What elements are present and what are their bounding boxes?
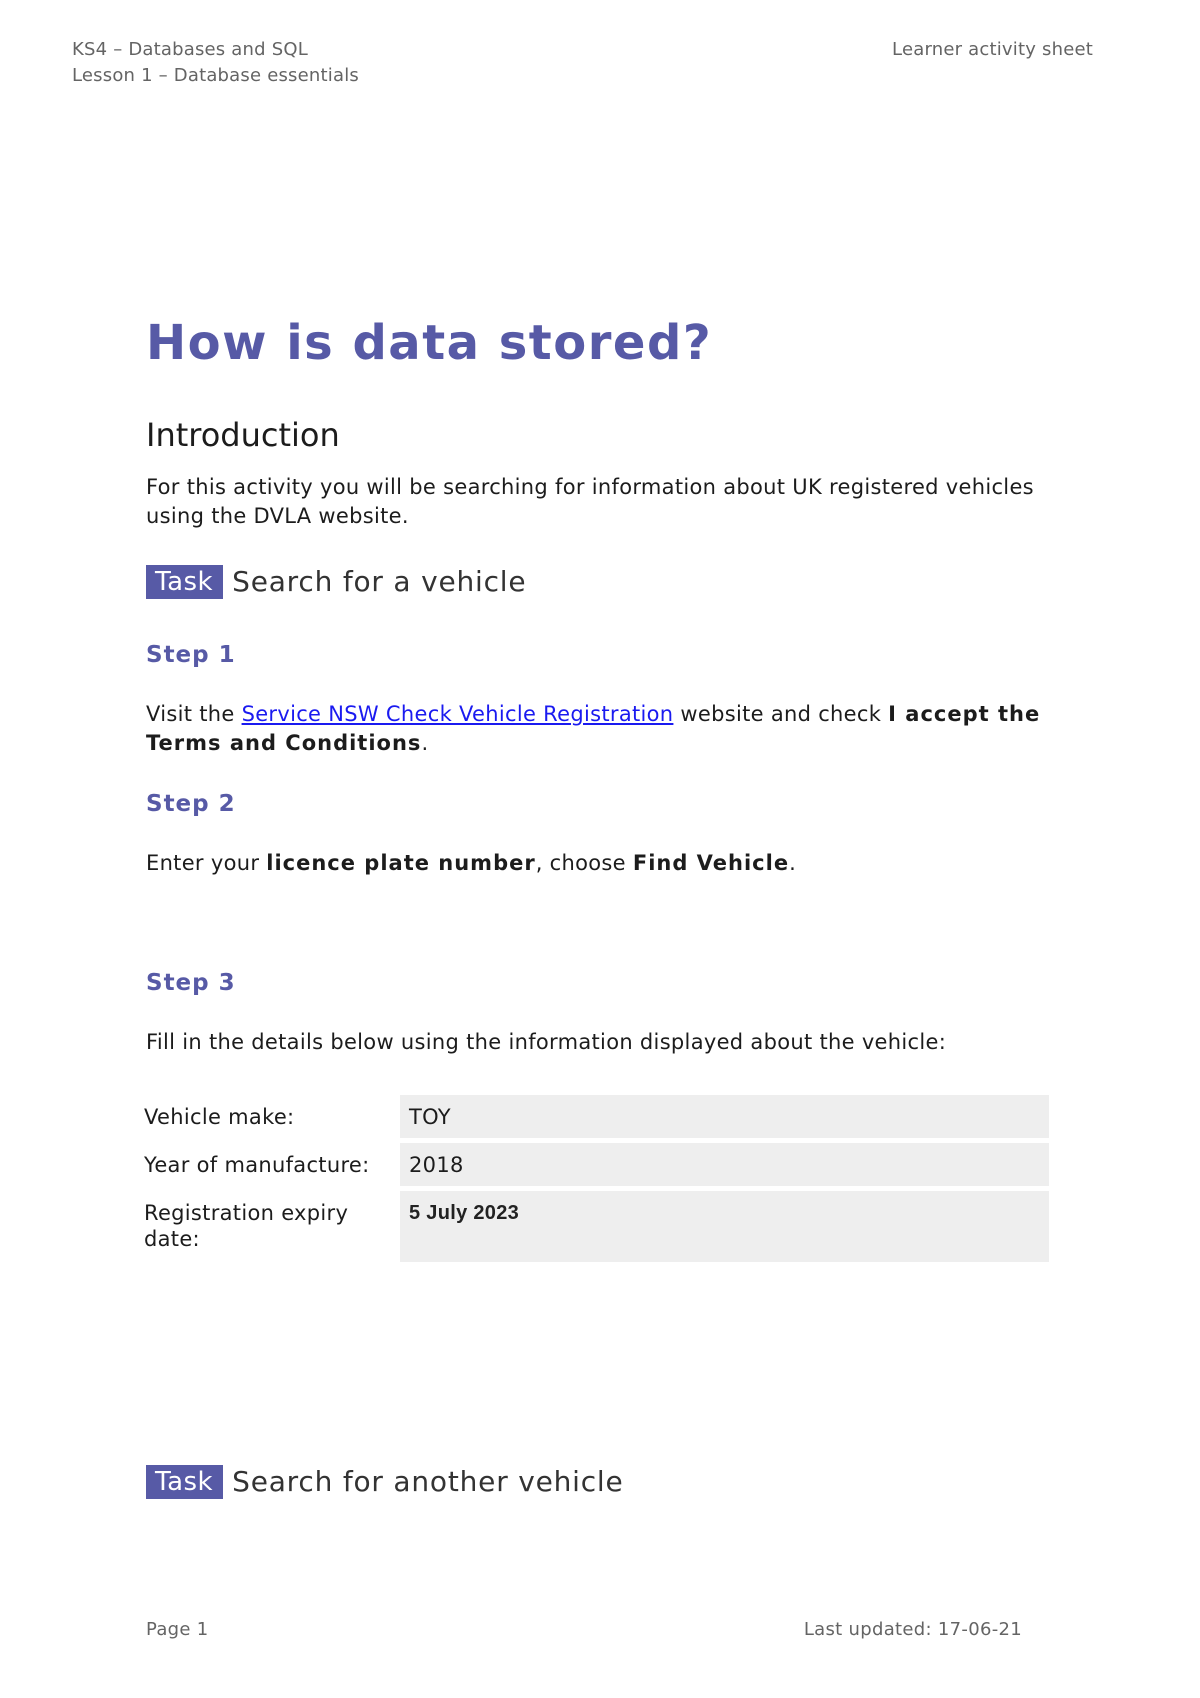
- task-search-vehicle: [146, 565, 526, 599]
- step-1-text: [146, 700, 1046, 758]
- step-2-find-label: Find Vehicle: [632, 851, 790, 875]
- vehicle-make-label: Vehicle make:: [144, 1105, 295, 1129]
- registration-expiry-field[interactable]: 5 July 2023: [400, 1191, 1049, 1262]
- service-nsw-link[interactable]: Service NSW Check Vehicle Registration: [241, 702, 674, 726]
- task-search-another-vehicle: [146, 1465, 624, 1499]
- step-2-heading: Step 2: [146, 791, 236, 817]
- step-2-text: [146, 849, 1046, 878]
- step-1-middle: website and check: [673, 702, 889, 726]
- task-badge: Task: [146, 1465, 223, 1499]
- step-3-text: Fill in the details below using the information displayed about the vehicle:: [146, 1030, 947, 1054]
- year-of-manufacture-label: Year of manufacture:: [144, 1153, 370, 1177]
- header-course: KS4 – Databases and SQL: [72, 39, 308, 60]
- step-1-heading: Step 1: [146, 642, 236, 668]
- introduction-text: For this activity you will be searching for information about UK registered vehicles using the DVLA website.: [146, 475, 1034, 528]
- footer-last-updated: Last updated: 17-06-21: [803, 1619, 1022, 1640]
- step-1-suffix: .: [421, 731, 429, 755]
- header-course-info: [72, 37, 359, 89]
- vehicle-make-row: [144, 1095, 1049, 1138]
- step-3-heading: Step 3: [146, 970, 236, 996]
- step-2-plate-label: licence plate number: [266, 851, 536, 875]
- step-1-terms-label: I accept the Terms and Conditions: [146, 702, 1041, 755]
- header-lesson: Lesson 1 – Database essentials: [72, 65, 359, 86]
- task-badge: Task: [146, 565, 223, 599]
- task-title: Search for a vehicle: [232, 565, 527, 598]
- step-2-prefix: Enter your: [146, 851, 267, 875]
- year-of-manufacture-field[interactable]: 2018: [400, 1143, 1049, 1186]
- introduction-heading: Introduction: [146, 416, 340, 454]
- step-2-middle: , choose: [535, 851, 633, 875]
- vehicle-make-field[interactable]: TOY: [400, 1095, 1049, 1138]
- footer-page-number: Page 1: [146, 1619, 209, 1640]
- year-of-manufacture-row: [144, 1143, 1049, 1186]
- task-title: Search for another vehicle: [232, 1465, 624, 1498]
- registration-expiry-row: [144, 1191, 1049, 1262]
- page-title: How is data stored?: [146, 315, 713, 371]
- step-1-prefix: Visit the: [146, 702, 242, 726]
- registration-expiry-label: Registration expiry date:: [144, 1201, 349, 1251]
- header-sheet-type: Learner activity sheet: [892, 39, 1093, 60]
- step-2-suffix: .: [789, 851, 797, 875]
